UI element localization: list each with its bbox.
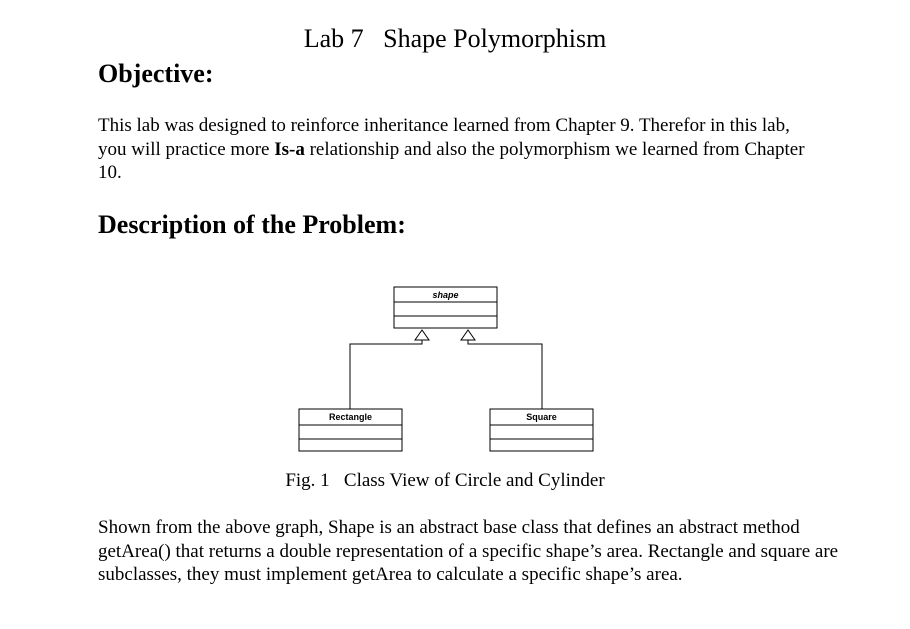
connector-rectangle	[350, 340, 422, 409]
description-heading: Description of the Problem:	[98, 210, 406, 239]
inheritance-arrow-rectangle	[415, 330, 429, 340]
class-name-shape: shape	[432, 290, 459, 300]
objective-bold: Is-a	[274, 138, 305, 160]
figure-caption: Fig. 1 Class View of Circle and Cylinder	[285, 470, 605, 491]
objective-heading: Objective:	[98, 59, 214, 88]
class-name-square: Square	[526, 412, 557, 422]
objective-text-1: This lab was designed to reinforce inheritance learned from Chapter 9. Therefor in this lab, you will practice more	[98, 115, 790, 160]
title-lab: Lab 7	[303, 24, 364, 53]
class-box-shape	[394, 287, 497, 328]
class-box-rectangle	[299, 409, 402, 451]
connector-square	[468, 340, 542, 409]
class-name-rectangle: Rectangle	[328, 412, 373, 422]
objective-text-2: relationship and also the polymorphism we learned from Chapter 10.	[98, 138, 805, 183]
class-box-square	[490, 409, 593, 451]
inheritance-arrow-square	[461, 330, 475, 340]
title-name: Shape Polymorphism	[383, 24, 607, 53]
description-paragraph: Shown from the above graph, Shape is an abstract base class that defines an abstract method getArea() that returns a double representation of a specific shape’s area. Rectangle and square are subclasses, they must implement getArea to calculate a specific shape’s area.	[98, 517, 839, 585]
